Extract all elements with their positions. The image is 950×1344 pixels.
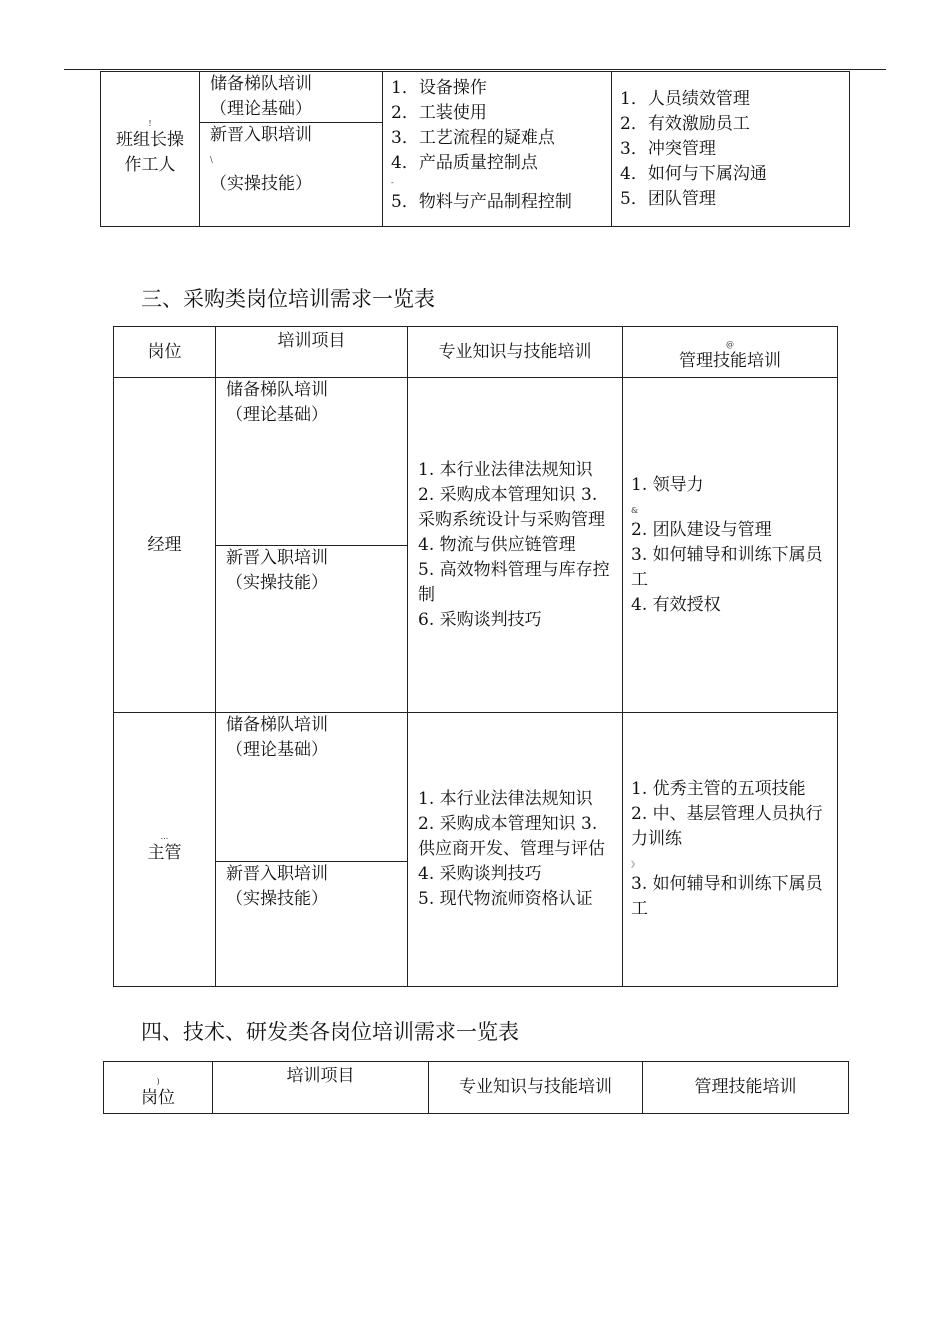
list-item: 3．冲突管理 xyxy=(620,138,716,159)
stray-mark: ... xyxy=(160,832,169,841)
track-new-sub: （实操技能） xyxy=(210,174,312,194)
header-professional: 专业知识与技能培训 xyxy=(408,327,623,378)
header-position: 岗位 xyxy=(141,1088,175,1108)
track-new-sub: （实操技能） xyxy=(226,573,328,593)
track-new-sub: （实操技能） xyxy=(226,889,328,909)
track-reserve-sub: （理论基础） xyxy=(226,405,328,425)
list-item: 1. 本行业法律法规知识 2. 采购成本管理知识 3. 采购系统设计与采购管理 xyxy=(418,459,605,530)
track-new-cell xyxy=(216,862,408,987)
track-reserve-cell xyxy=(216,713,408,862)
position-supervisor-cell xyxy=(114,713,216,987)
stray-mark: - xyxy=(391,178,394,187)
track-reserve-sub: （理论基础） xyxy=(210,99,312,119)
header-project: 培训项目 xyxy=(213,1062,429,1114)
header-management: 管理技能培训 xyxy=(679,351,781,371)
stray-mark: ) xyxy=(156,1077,160,1086)
section-title-procurement: 三、采购类岗位培训需求一览表 xyxy=(141,287,435,311)
header-position-cell xyxy=(104,1062,213,1114)
management-cell xyxy=(623,713,838,987)
header-management: 管理技能培训 xyxy=(643,1062,849,1114)
list-item: 3. 如何辅导和训练下属员工 xyxy=(631,874,823,919)
list-item: 1．人员绩效管理 xyxy=(620,88,750,109)
track-new-label: 新晋入职培训 xyxy=(210,125,312,145)
stray-mark: ! xyxy=(148,119,152,128)
management-cell xyxy=(623,378,838,713)
professional-cell xyxy=(383,72,612,227)
training-table-procurement xyxy=(113,326,838,987)
list-item: 6. 采购谈判技巧 xyxy=(418,609,542,630)
track-new-label: 新晋入职培训 xyxy=(226,864,328,884)
list-item: 1. 优秀主管的五项技能 xyxy=(631,779,806,799)
list-item: 5．团队管理 xyxy=(620,188,716,209)
list-item: 4．产品质量控制点 xyxy=(391,153,538,173)
training-table-production-continued xyxy=(100,71,850,227)
track-reserve-label: 储备梯队培训 xyxy=(226,715,328,735)
track-new-label: 新晋入职培训 xyxy=(226,548,328,568)
top-rule xyxy=(64,69,886,70)
list-item: 3. 如何辅导和训练下属员工 xyxy=(631,544,823,590)
training-table-rnd xyxy=(103,1061,849,1114)
list-item: 1．设备操作 xyxy=(391,78,487,98)
stray-mark: @ xyxy=(726,340,734,349)
header-position: 岗位 xyxy=(114,327,216,378)
position-manager: 经理 xyxy=(114,378,216,713)
list-item: 4. 物流与供应链管理 xyxy=(418,534,576,555)
position-label: 班组长操作工人 xyxy=(116,130,184,175)
list-item: 1. 本行业法律法规知识 2. 采购成本管理知识 3. 供应商开发、管理与评估 xyxy=(418,789,605,859)
position-cell xyxy=(101,72,200,227)
list-item: 2．工装使用 xyxy=(391,103,487,123)
list-item: 4. 采购谈判技巧 xyxy=(418,864,542,884)
list-item: 4．如何与下属沟通 xyxy=(620,163,767,184)
list-item: 4. 有效授权 xyxy=(631,594,721,615)
section-title-rnd: 四、技术、研发类各岗位培训需求一览表 xyxy=(141,1020,519,1044)
track-reserve-cell xyxy=(200,72,383,123)
stray-mark: \ xyxy=(210,155,213,164)
list-item: 5．物料与产品制程控制 xyxy=(391,192,572,212)
header-project: 培训项目 xyxy=(216,327,408,378)
professional-cell xyxy=(408,378,623,713)
track-new-cell xyxy=(216,546,408,713)
list-item: 3．工艺流程的疑难点 xyxy=(391,128,555,148)
list-item: 5. 现代物流师资格认证 xyxy=(418,889,593,909)
header-management-cell xyxy=(623,327,838,378)
list-item: 2．有效激励员工 xyxy=(620,113,750,134)
list-item: 1. 领导力 xyxy=(631,474,704,495)
track-new-cell xyxy=(200,123,383,227)
list-item: 2. 中、基层管理人员执行力训练 xyxy=(631,804,823,849)
stray-mark: 》 xyxy=(631,860,639,869)
track-reserve-cell xyxy=(216,378,408,546)
stray-mark: & xyxy=(631,505,639,515)
list-item: 5. 高效物料管理与库存控制 xyxy=(418,559,610,605)
management-cell xyxy=(612,72,850,227)
header-professional: 专业知识与技能培训 xyxy=(429,1062,643,1114)
track-reserve-label: 储备梯队培训 xyxy=(226,380,328,400)
track-reserve-sub: （理论基础） xyxy=(226,740,328,760)
list-item: 2. 团队建设与管理 xyxy=(631,519,772,540)
professional-cell xyxy=(408,713,623,987)
track-reserve-label: 储备梯队培训 xyxy=(210,74,312,94)
position-supervisor: 主管 xyxy=(147,843,182,863)
